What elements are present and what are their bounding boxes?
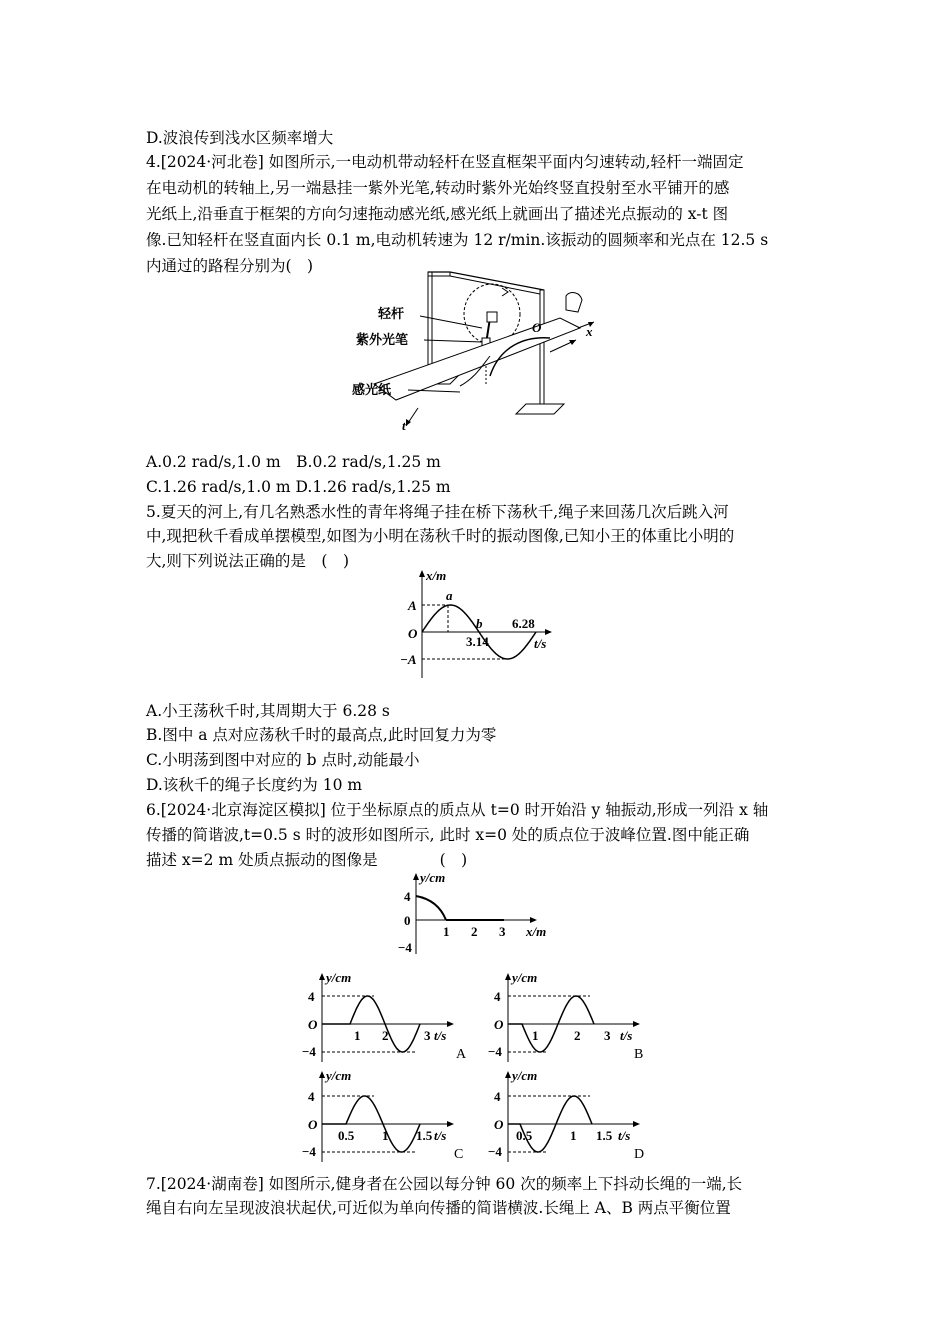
q5-line-3: 大,则下列说法正确的是 ( ) xyxy=(146,552,350,570)
q5-graph-pendulum xyxy=(396,566,556,684)
choice-c-xlabel: t/s xyxy=(434,1128,447,1143)
label-t: t xyxy=(402,418,406,433)
choice-c-t1: 0.5 xyxy=(338,1128,355,1143)
q5-O: O xyxy=(408,626,418,641)
label-pen: 紫外光笔 xyxy=(356,332,409,347)
q4-line-3: 光纸上,沿垂直于框架的方向匀速拖动感光纸,感光纸上就画出了描述光点振动的 x-t 图 xyxy=(146,205,729,223)
q6-choice-b[interactable] xyxy=(486,968,666,1064)
choice-c-ylabel: y/cm xyxy=(326,1068,352,1083)
choice-b-letter: B xyxy=(634,1047,644,1062)
choice-graph-a-body xyxy=(319,973,454,1062)
q7-line-2: 绳自右向左呈现波浪状起伏,可近似为单向传播的简谐横波.长绳上 A、B 两点平衡位置 xyxy=(146,1199,731,1217)
q6-line-1: 6.[2024·北京海淀区模拟] 位于坐标原点的质点从 t=0 时开始沿 y 轴振动,形成一列沿 x 轴 xyxy=(146,801,769,819)
q6-wave-ylabel: y/cm xyxy=(420,870,446,885)
choice-graph-c-body xyxy=(319,1071,454,1162)
choice-a-xlabel: t/s xyxy=(434,1028,447,1043)
q6-wave-ym4: −4 xyxy=(398,940,412,955)
label-x: x xyxy=(586,324,593,339)
q6-wave-y0: 0 xyxy=(404,913,411,928)
choice-b-t1: 1 xyxy=(532,1028,539,1043)
q6-line-2: 传播的简谐波,t=0.5 s 时的波形如图所示, 此时 x=0 处的质点位于波峰位置.图中能正确 xyxy=(146,826,750,844)
q4-figure-motor-apparatus xyxy=(350,266,610,436)
choice-a-ym4: −4 xyxy=(302,1044,316,1059)
q6-choice-a[interactable] xyxy=(300,968,480,1064)
choice-b-t2: 2 xyxy=(574,1028,581,1043)
q5-ylabel: x/m xyxy=(426,568,447,583)
q5-line-2: 中,现把秋千看成单摆模型,如图为小明在荡秋千时的振动图像,已知小王的体重比小明的 xyxy=(146,527,735,545)
q5-tick-628: 6.28 xyxy=(512,616,535,631)
q6-wave-x1: 1 xyxy=(443,924,450,939)
q5-option-a: A.小王荡秋千时,其周期大于 6.28 s xyxy=(146,702,390,720)
choice-b-xlabel: t/s xyxy=(620,1028,633,1043)
q6-choice-d[interactable] xyxy=(486,1064,666,1164)
q5-tick-314: 3.14 xyxy=(466,634,489,649)
choice-c-letter: C xyxy=(454,1147,464,1162)
choice-graph-b-body xyxy=(505,973,640,1062)
q6-wave-y4: 4 xyxy=(404,889,411,904)
choice-d-ylabel: y/cm xyxy=(512,1068,538,1083)
q7-line-1: 7.[2024·湖南卷] 如图所示,健身者在公园以每分钟 60 次的频率上下抖动长绳的一端,长 xyxy=(146,1175,743,1193)
q5-A: A xyxy=(408,598,417,613)
label-paper: 感光纸 xyxy=(352,382,392,397)
q5-option-b: B.图中 a 点对应荡秋千时的最高点,此时回复力为零 xyxy=(146,726,497,744)
choice-d-t2: 1 xyxy=(570,1128,577,1143)
label-origin: O xyxy=(532,320,542,335)
choice-a-t2: 2 xyxy=(382,1028,389,1043)
choice-graph-d-body xyxy=(505,1071,640,1162)
choice-c-t2: 1 xyxy=(382,1128,389,1143)
q6-choice-c[interactable] xyxy=(300,1064,480,1164)
choice-a-letter: A xyxy=(456,1047,467,1062)
choice-a-y4: 4 xyxy=(308,989,315,1004)
q6-wave-x2: 2 xyxy=(471,924,478,939)
choice-c-y4: 4 xyxy=(308,1089,315,1104)
choice-d-t3: 1.5 xyxy=(596,1128,613,1143)
q5-point-b: b xyxy=(476,616,483,631)
choice-d-t1: 0.5 xyxy=(516,1128,533,1143)
choice-a-ylabel: y/cm xyxy=(326,970,352,985)
label-rod: 轻杆 xyxy=(378,306,405,321)
choice-b-ym4: −4 xyxy=(488,1044,502,1059)
choice-d-y4: 4 xyxy=(494,1089,501,1104)
q4-line-2: 在电动机的转轴上,另一端悬挂一紫外光笔,转动时紫外光始终竖直投射至水平铺开的感 xyxy=(146,179,730,197)
q4-options-cd: C.1.26 rad/s,1.0 m D.1.26 rad/s,1.25 m xyxy=(146,478,451,496)
q5-negA: −A xyxy=(400,652,417,667)
q4-line-1: 4.[2024·河北卷] 如图所示,一电动机带动轻杆在竖直框架平面内匀速转动,轻杆一端固定 xyxy=(146,153,744,171)
choice-a-O: O xyxy=(308,1017,318,1032)
q6-wave-xlabel: x/m xyxy=(526,924,547,939)
choice-b-O: O xyxy=(494,1017,504,1032)
choice-a-t1: 1 xyxy=(354,1028,361,1043)
q5-line-1: 5.夏天的河上,有几名熟悉水性的青年将绳子挂在桥下荡秋千,绳子来回荡几次后跳入河 xyxy=(146,503,729,521)
choice-d-O: O xyxy=(494,1117,504,1132)
choice-d-letter: D xyxy=(634,1147,645,1162)
q5-xlabel: t/s xyxy=(534,636,547,651)
choice-c-O: O xyxy=(308,1117,318,1132)
q4-line-4: 像.已知轻杆在竖直面内长 0.1 m,电动机转速为 12 r/min.该振动的圆频率和光点在 12.5 s xyxy=(146,231,769,249)
q5-point-a: a xyxy=(446,588,453,603)
choice-c-t3: 1.5 xyxy=(416,1128,433,1143)
choice-b-t3: 3 xyxy=(604,1028,611,1043)
choice-d-ym4: −4 xyxy=(488,1144,502,1159)
q5-option-d: D.该秋千的绳子长度约为 10 m xyxy=(146,776,363,794)
q6-wave-x3: 3 xyxy=(499,924,506,939)
q4-options-ab: A.0.2 rad/s,1.0 m B.0.2 rad/s,1.25 m xyxy=(146,453,441,471)
choice-c-ym4: −4 xyxy=(302,1144,316,1159)
q6-line-3: 描述 x=2 m 处质点振动的图像是 ( ) xyxy=(146,851,468,869)
q5-option-c: C.小明荡到图中对应的 b 点时,动能最小 xyxy=(146,751,420,769)
choice-a-t3: 3 xyxy=(424,1028,431,1043)
q4-line-5: 内通过的路程分别为( ) xyxy=(146,257,314,275)
q3-option-d: D.波浪传到浅水区频率增大 xyxy=(146,129,334,147)
q6-wave-graph xyxy=(392,868,562,958)
choice-d-xlabel: t/s xyxy=(618,1128,631,1143)
choice-b-y4: 4 xyxy=(494,989,501,1004)
choice-b-ylabel: y/cm xyxy=(512,970,538,985)
